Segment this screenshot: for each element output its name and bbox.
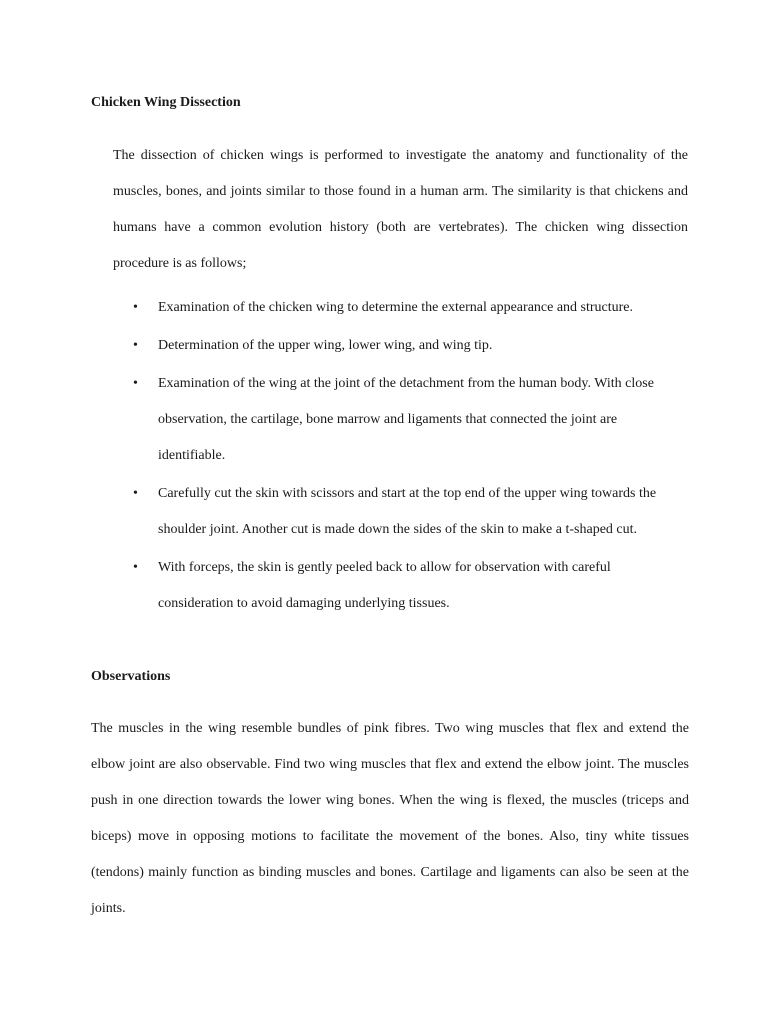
list-item [0, 290, 678, 326]
bullet-icon: • [133, 376, 138, 391]
step-text: With forceps, the skin is gently peeled back to allow for observation with careful consideration to avoid damaging underlying tissues. [158, 560, 611, 611]
bullet-icon: • [133, 486, 138, 501]
step-text: Determination of the upper wing, lower wing, and wing tip. [158, 338, 493, 353]
procedure-list [0, 290, 768, 624]
bullet-icon: • [133, 338, 138, 353]
list-item [0, 550, 678, 622]
bullet-icon: • [133, 300, 138, 315]
step-text: Carefully cut the skin with scissors and start at the top end of the upper wing towards the shoulder joint. Another cut is made down the sides of the skin to make a t-shaped cut. [158, 486, 657, 537]
observations-heading: Observations [91, 669, 171, 684]
list-item [0, 366, 678, 474]
list-item [0, 328, 678, 364]
step-text: Examination of the wing at the joint of the detachment from the human body. With close observation, the cartilage, bone marrow and ligaments that connected the joint are identifiable. [158, 376, 654, 463]
observations-paragraph: The muscles in the wing resemble bundles of pink fibres. Two wing muscles that flex and extend the elbow joint are also observable. Find two wing muscles that flex and extend the elbow joint. The muscles push in one direction towards the lower wing bones. When the wing is flexed, the muscles (triceps and biceps) move in opposing motions to facilitate the movement of the bones. Also, tiny white tissues (tendons) mainly function as binding muscles and bones. Cartilage and ligaments can also be seen at the joints. [91, 721, 689, 916]
step-text: Examination of the chicken wing to determine the external appearance and structure. [158, 300, 634, 315]
document-title: Chicken Wing Dissection [91, 95, 241, 110]
list-item [0, 476, 678, 548]
bullet-icon: • [133, 560, 138, 575]
intro-paragraph: The dissection of chicken wings is performed to investigate the anatomy and functionality of the muscles, bones, and joints similar to those found in a human arm. The similarity is that chickens and humans have a common evolution history (both are vertebrates). The chicken wing dissection procedure is as follows; [113, 148, 688, 271]
